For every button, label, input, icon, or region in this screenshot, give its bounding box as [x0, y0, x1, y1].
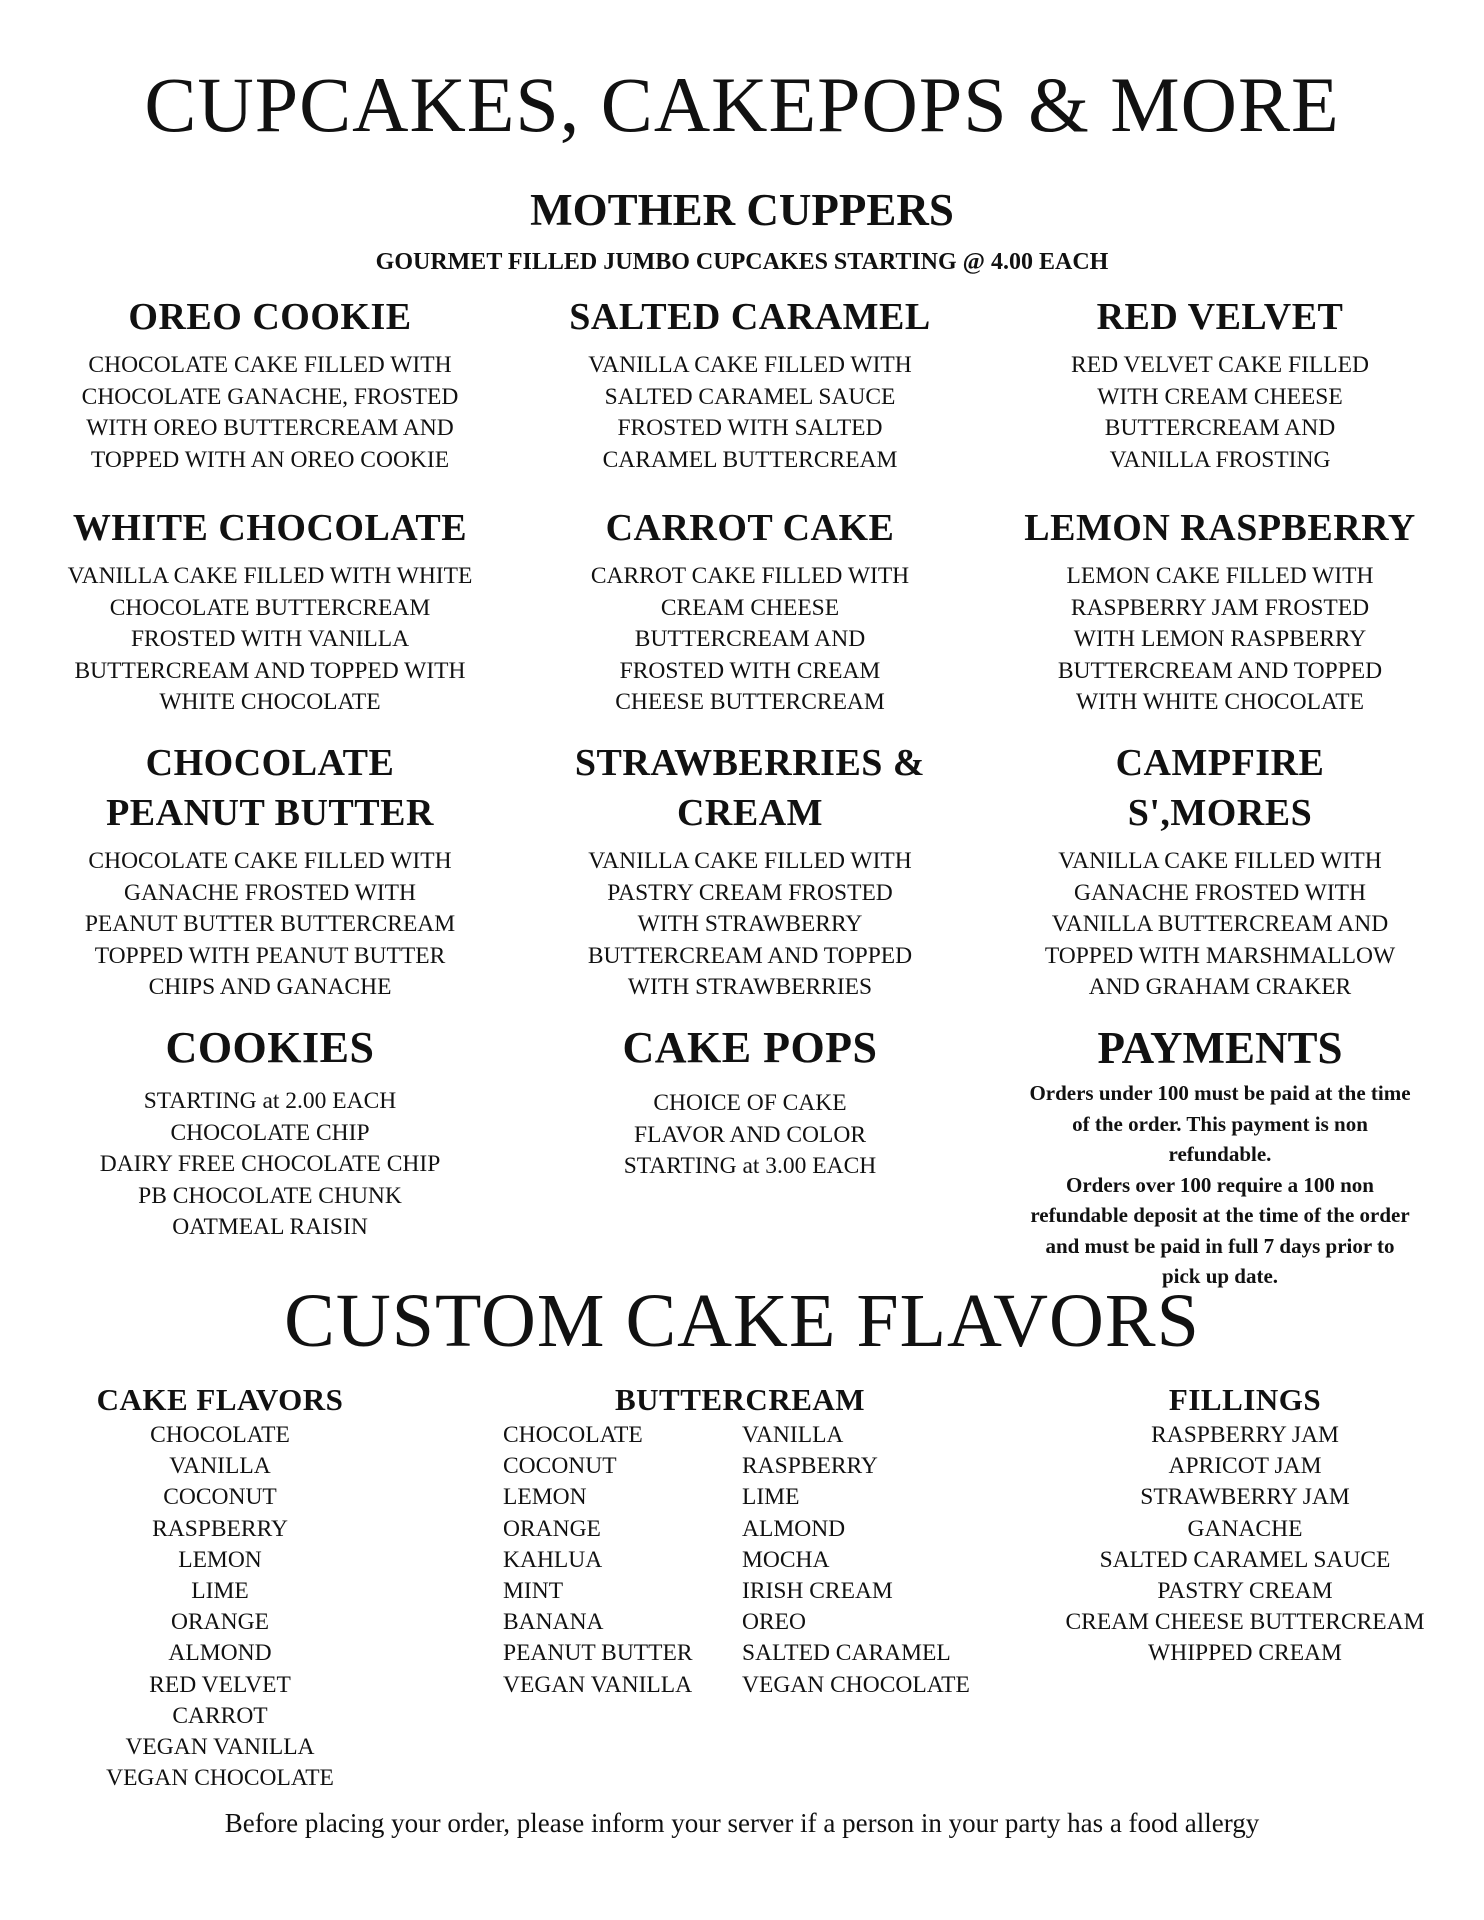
cake-pops-line: STARTING at 3.00 EACH	[623, 1153, 877, 1179]
item-name: OREO COOKIE	[128, 296, 412, 338]
desc-line: WITH STRAWBERRIES	[627, 974, 873, 1000]
cookies-list	[30, 1086, 510, 1244]
item-name: RED VELVET	[1096, 296, 1344, 338]
menu-item-lemon-raspberry	[975, 503, 1465, 719]
desc-line: TOPPED WITH PEANUT BUTTER	[94, 942, 446, 969]
desc-line: WHITE CHOCOLATE	[159, 689, 381, 715]
desc-line: PASTRY CREAM FROSTED	[607, 879, 893, 906]
fillings-list	[1035, 1420, 1455, 1670]
desc-line: VANILLA FROSTING	[1109, 446, 1331, 473]
list-item: RASPBERRY	[742, 1453, 878, 1480]
payments-policy	[975, 1078, 1465, 1292]
cookies-line: DAIRY FREE CHOCOLATE CHIP	[99, 1151, 441, 1177]
list-item: STRAWBERRY JAM	[1140, 1484, 1350, 1511]
menu-item-carrot-cake	[510, 503, 990, 719]
list-item: VEGAN VANILLA	[125, 1734, 315, 1761]
list-item: ORANGE	[171, 1609, 269, 1636]
item-description	[975, 561, 1465, 719]
desc-line: VANILLA CAKE FILLED WITH WHITE	[67, 563, 473, 589]
desc-line: VANILLA CAKE FILLED WITH	[1058, 848, 1382, 874]
desc-line: WITH WHITE CHOCOLATE	[1075, 689, 1365, 715]
fillings-section	[1035, 1380, 1455, 1670]
list-item: MOCHA	[742, 1546, 830, 1573]
payments-line: and must be paid in full 7 days prior to	[1045, 1233, 1395, 1258]
payments-line: of the order. This payment is non	[1072, 1111, 1368, 1136]
payments-title: PAYMENTS	[1097, 1023, 1343, 1073]
payments-line: Orders under 100 must be paid at the time	[1029, 1081, 1411, 1105]
desc-line: GANACHE FROSTED WITH	[1073, 879, 1366, 906]
menu-item-salted-caramel	[510, 292, 990, 476]
item-name-line: PEANUT BUTTER	[106, 792, 434, 834]
list-item: BANANA	[503, 1609, 604, 1636]
desc-line: CARAMEL BUTTERCREAM	[602, 446, 898, 473]
item-name: WHITE CHOCOLATE	[72, 507, 468, 549]
list-item: KAHLUA	[503, 1546, 603, 1573]
list-item: RASPBERRY JAM	[1151, 1422, 1339, 1448]
payments-line: Orders over 100 require a 100 non	[1066, 1172, 1374, 1197]
desc-line: BUTTERCREAM AND TOPPED	[1057, 657, 1383, 684]
list-item: CREAM CHEESE BUTTERCREAM	[1065, 1609, 1425, 1636]
list-item: RED VELVET	[149, 1671, 291, 1698]
list-item: ORANGE	[503, 1515, 601, 1542]
list-item: VEGAN VANILLA	[503, 1671, 693, 1698]
desc-line: CARROT CAKE FILLED WITH	[590, 563, 910, 589]
list-item: LIME	[742, 1484, 800, 1511]
list-item: VEGAN CHOCOLATE	[742, 1671, 970, 1698]
desc-line: WITH STRAWBERRY	[637, 911, 863, 937]
cookies-line: STARTING at 2.00 EACH	[143, 1088, 397, 1114]
desc-line: CHOCOLATE GANACHE, FROSTED	[81, 383, 459, 410]
section-title-mother-cuppers: MOTHER CUPPERS	[530, 185, 954, 235]
cake-flavors-list	[60, 1420, 380, 1794]
list-item: ALMOND	[168, 1640, 272, 1667]
cookies-section	[30, 1020, 510, 1244]
list-item: LEMON	[503, 1484, 587, 1511]
item-name-line: CHOCOLATE	[145, 742, 395, 784]
custom-cake-flavors-title: CUSTOM CAKE FLAVORS	[284, 1279, 1200, 1363]
desc-line: AND GRAHAM CRAKER	[1088, 974, 1352, 1000]
payments-line: refundable.	[1168, 1142, 1272, 1166]
cake-pops-line: FLAVOR AND COLOR	[634, 1121, 866, 1148]
list-item: OREO	[742, 1609, 806, 1636]
item-name	[975, 738, 1465, 838]
desc-line: CHEESE BUTTERCREAM	[615, 689, 885, 715]
desc-line: CHOCOLATE CAKE FILLED WITH	[88, 352, 452, 378]
list-item: SALTED CARAMEL SAUCE	[1099, 1546, 1391, 1573]
item-name-line: CREAM	[676, 792, 824, 834]
desc-line: BUTTERCREAM AND	[1104, 415, 1336, 441]
buttercream-title-wrap	[560, 1380, 920, 1420]
desc-line: VANILLA CAKE FILLED WITH	[588, 352, 912, 378]
list-item: MINT	[503, 1578, 564, 1605]
fillings-title: FILLINGS	[1168, 1382, 1322, 1417]
desc-line: VANILLA CAKE FILLED WITH	[588, 848, 912, 874]
item-name: SALTED CARAMEL	[569, 296, 931, 338]
desc-line: BUTTERCREAM AND TOPPED WITH	[74, 657, 466, 684]
desc-line: BUTTERCREAM AND	[634, 626, 866, 652]
list-item: SALTED CARAMEL	[742, 1640, 951, 1667]
list-item: GANACHE	[1187, 1515, 1303, 1542]
cookies-line: PB CHOCOLATE CHUNK	[138, 1182, 402, 1209]
cookies-title: COOKIES	[165, 1023, 375, 1072]
list-item: COCONUT	[503, 1453, 617, 1480]
desc-line: CREAM CHEESE	[660, 594, 840, 621]
item-description	[30, 561, 510, 719]
list-item: COCONUT	[163, 1484, 277, 1511]
list-item: RASPBERRY	[152, 1515, 288, 1542]
desc-line: FROSTED WITH VANILLA	[130, 626, 410, 652]
desc-line: TOPPED WITH MARSHMALLOW	[1044, 942, 1396, 969]
item-description	[30, 350, 510, 476]
buttercream-list-right	[742, 1420, 970, 1701]
desc-line: CHIPS AND GANACHE	[148, 974, 392, 1000]
desc-line: WITH LEMON RASPBERRY	[1073, 626, 1367, 652]
list-item: LIME	[191, 1578, 249, 1605]
item-description	[510, 846, 990, 1004]
list-item: CHOCOLATE	[150, 1422, 290, 1448]
payments-line: pick up date.	[1161, 1264, 1279, 1288]
menu-item-white-chocolate	[30, 503, 510, 719]
desc-line: WITH CREAM CHEESE	[1097, 383, 1343, 410]
list-item: WHIPPED CREAM	[1148, 1640, 1342, 1667]
cookies-line: OATMEAL RAISIN	[172, 1214, 368, 1240]
menu-item-chocolate-peanut-butter	[30, 738, 510, 1004]
item-description	[30, 846, 510, 1004]
desc-line: FROSTED WITH CREAM	[619, 657, 881, 684]
list-item: VANILLA	[169, 1453, 271, 1480]
desc-line: PEANUT BUTTER BUTTERCREAM	[84, 911, 456, 937]
list-item: APRICOT JAM	[1168, 1453, 1322, 1480]
item-name	[510, 738, 990, 838]
list-item: VANILLA	[742, 1422, 844, 1448]
cake-pops-title: CAKE POPS	[622, 1023, 878, 1072]
item-name: CARROT CAKE	[605, 507, 895, 549]
menu-item-oreo-cookie	[30, 292, 510, 476]
list-item: IRISH CREAM	[742, 1578, 893, 1605]
buttercream-list-left	[503, 1420, 693, 1701]
menu-item-red-velvet	[975, 292, 1465, 476]
buttercream-title: BUTTERCREAM	[614, 1382, 866, 1417]
desc-line: LEMON CAKE FILLED WITH	[1066, 563, 1374, 589]
menu-item-strawberries-cream	[510, 738, 990, 1004]
menu-title: CUPCAKES, CAKEPOPS & MORE	[144, 61, 1340, 148]
item-name-line: S',MORES	[1127, 792, 1313, 834]
desc-line: CHOCOLATE BUTTERCREAM	[109, 594, 431, 621]
desc-line: RASPBERRY JAM FROSTED	[1070, 594, 1370, 621]
cupcake-pricing-tagline: GOURMET FILLED JUMBO CUPCAKES STARTING @ 4.00 EACH	[375, 249, 1109, 275]
item-description	[510, 561, 990, 719]
desc-line: BUTTERCREAM AND TOPPED	[587, 942, 913, 969]
allergy-notice: Before placing your order, please inform your server if a person in your party has a food allergy	[224, 1808, 1260, 1838]
cake-flavors-section	[60, 1380, 380, 1794]
cake-flavors-title: CAKE FLAVORS	[96, 1382, 344, 1417]
desc-line: TOPPED WITH AN OREO COOKIE	[90, 446, 450, 473]
item-description	[975, 350, 1465, 476]
item-description	[510, 350, 990, 476]
cake-pops-list	[510, 1088, 990, 1183]
cookies-line: CHOCOLATE CHIP	[170, 1119, 370, 1146]
desc-line: WITH OREO BUTTERCREAM AND	[86, 415, 454, 441]
desc-line: RED VELVET CAKE FILLED	[1071, 352, 1369, 378]
desc-line: SALTED CARAMEL SAUCE	[604, 383, 896, 410]
list-item: CARROT	[172, 1702, 268, 1729]
item-name-line: CAMPFIRE	[1115, 742, 1325, 784]
desc-line: CHOCOLATE CAKE FILLED WITH	[88, 848, 452, 874]
menu-item-campfire-smores	[975, 738, 1465, 1004]
cake-pops-section	[510, 1020, 990, 1183]
item-description	[975, 846, 1465, 1004]
list-item: VEGAN CHOCOLATE	[106, 1765, 334, 1792]
list-item: ALMOND	[742, 1515, 846, 1542]
desc-line: VANILLA BUTTERCREAM AND	[1051, 911, 1389, 937]
desc-line: FROSTED WITH SALTED	[617, 415, 883, 441]
list-item: CHOCOLATE	[503, 1422, 643, 1448]
item-name: LEMON RASPBERRY	[1024, 507, 1416, 549]
item-name-line: STRAWBERRIES &	[574, 742, 926, 784]
list-item: PEANUT BUTTER	[503, 1640, 693, 1667]
payments-line: refundable deposit at the time of the order	[1030, 1203, 1410, 1227]
list-item: PASTRY CREAM	[1157, 1578, 1333, 1605]
cake-pops-line: CHOICE OF CAKE	[653, 1090, 847, 1116]
list-item: LEMON	[178, 1546, 262, 1573]
desc-line: GANACHE FROSTED WITH	[123, 879, 416, 906]
payments-section	[975, 1020, 1465, 1292]
item-name	[30, 738, 510, 838]
